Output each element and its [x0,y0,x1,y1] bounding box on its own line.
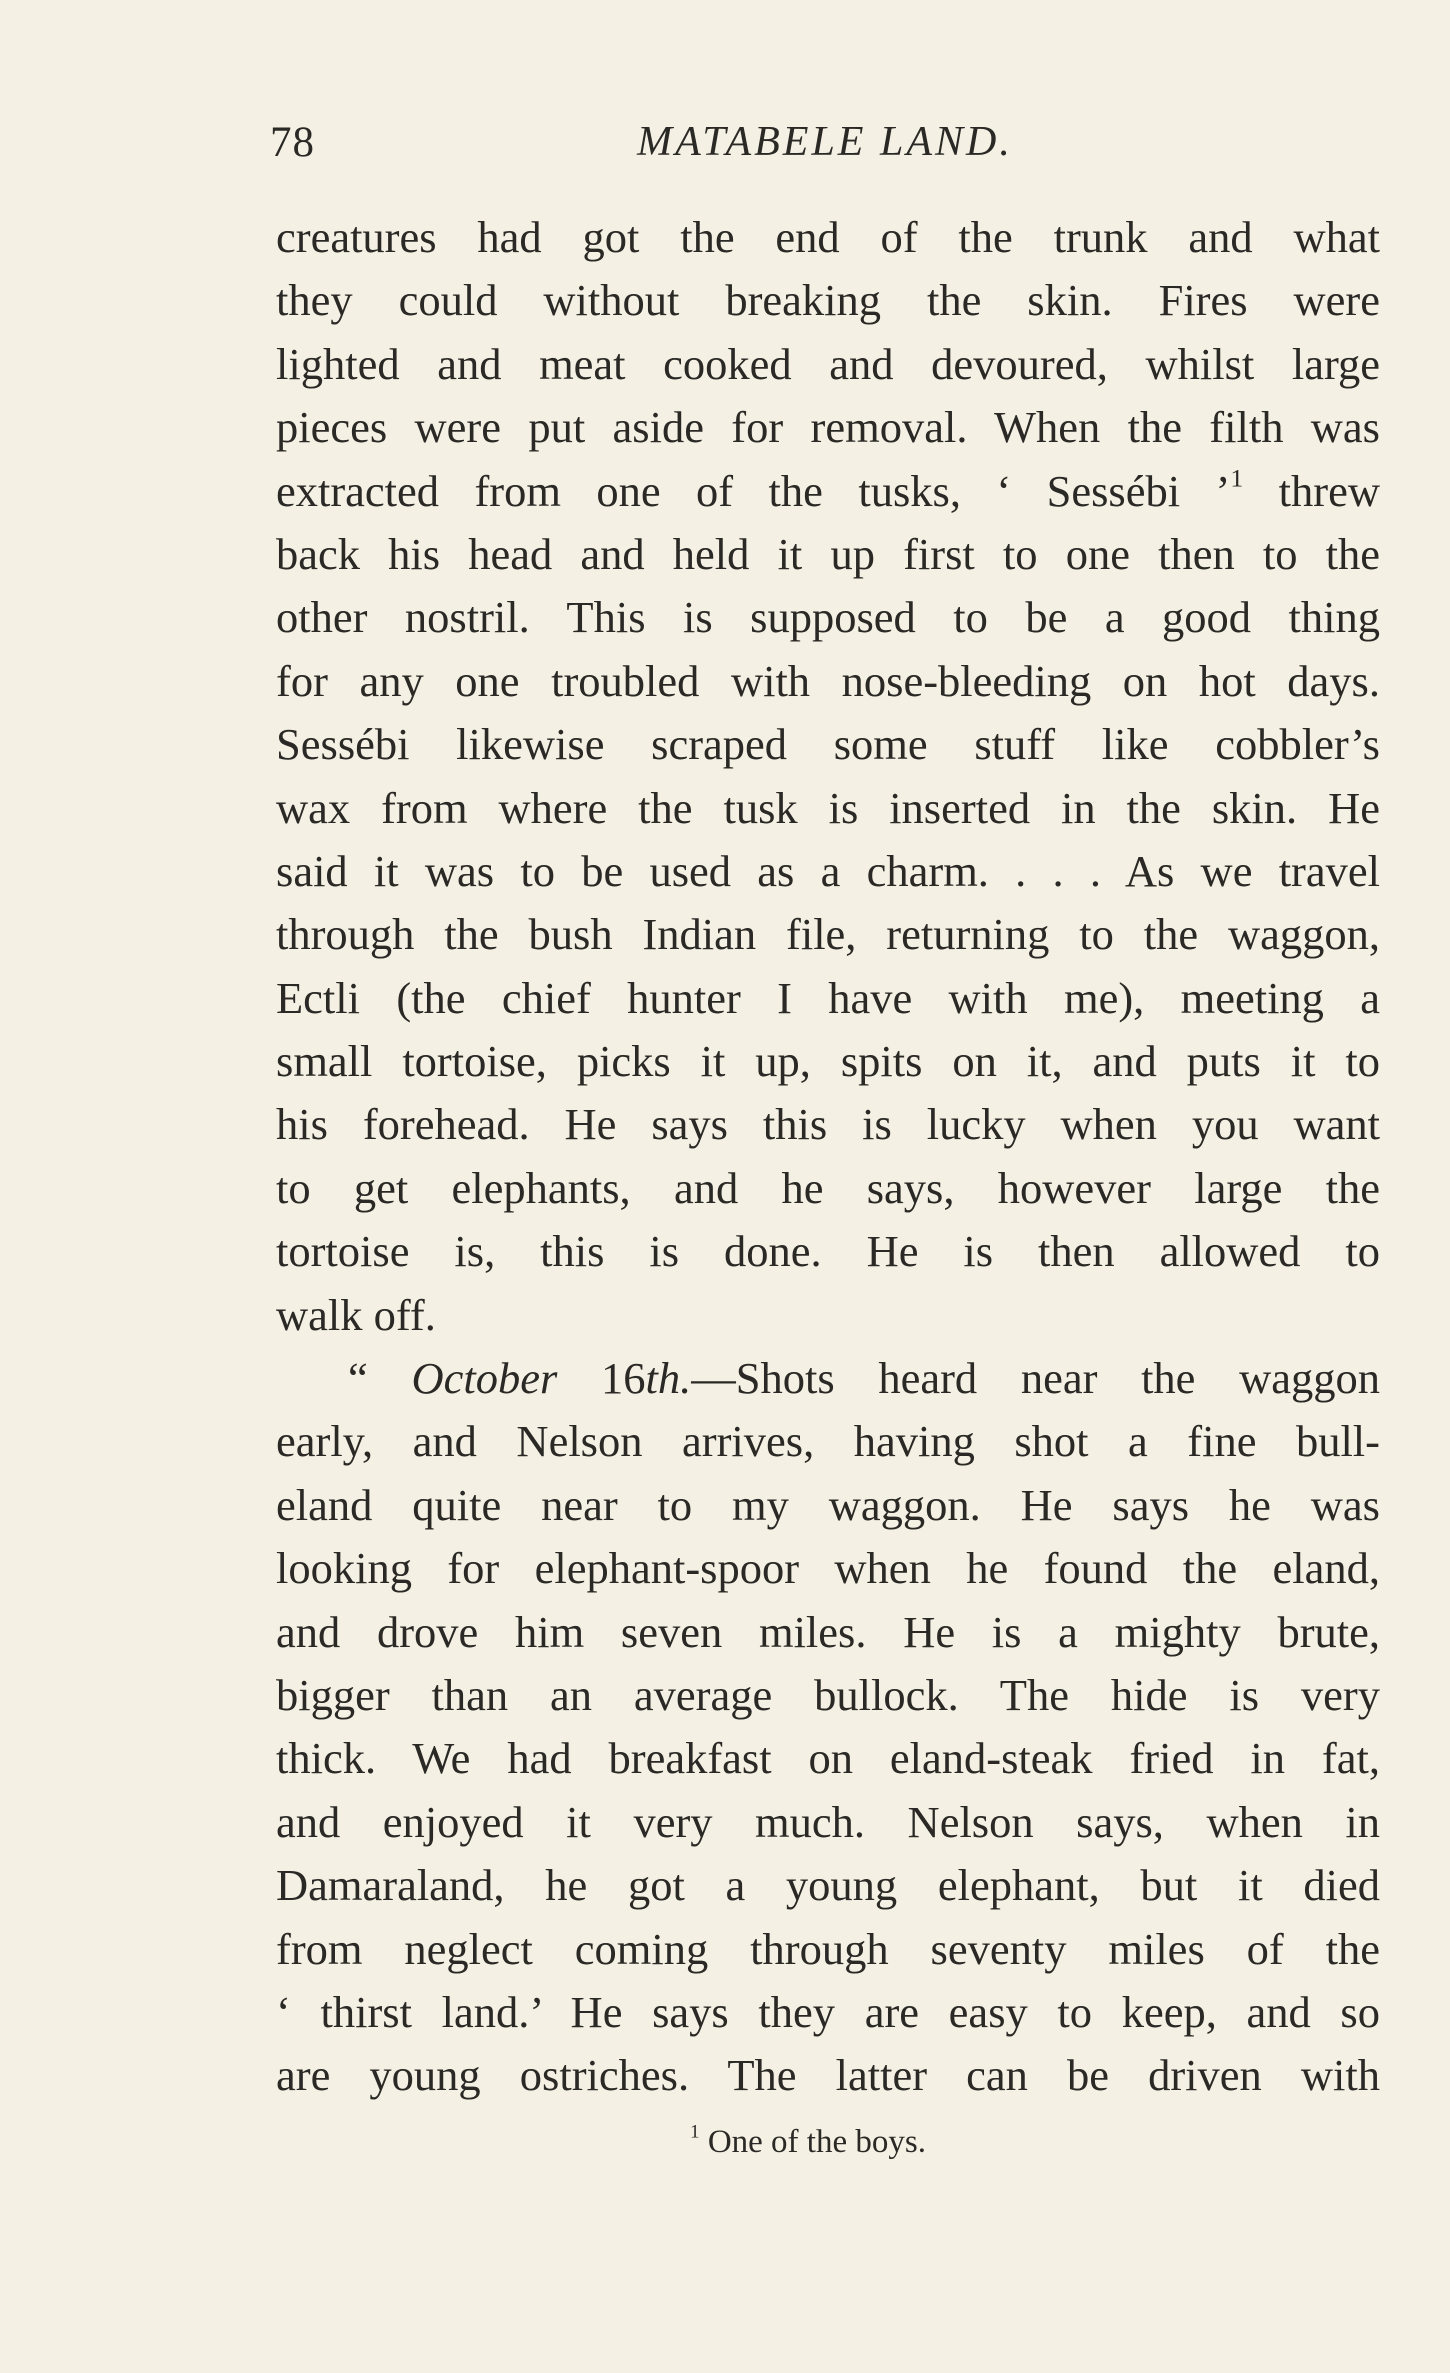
text-segment: “ [348,1353,412,1404]
text-line: pieces were put aside for removal. When the filth was [276,402,1380,453]
footnote [690,2121,926,2161]
text-segment: threw [1243,465,1381,516]
text-line: Damaraland, he got a young elephant, but it died [276,1860,1380,1911]
text-line: Sessébi likewise scraped some stuff like cobbler’s [276,719,1380,770]
text-line: lighted and meat cooked and devoured, whilst large [276,338,1380,389]
date-day: 16 [557,1353,646,1404]
text-line: small tortoise, picks it up, spits on it, and puts it to [276,1036,1380,1087]
text-line: from neglect coming through seventy miles of the [276,1923,1380,1974]
text-line: bigger than an average bullock. The hide is very [276,1669,1380,1720]
text-line: creatures had got the end of the trunk and what [276,212,1380,262]
text-line: eland quite near to my waggon. He says he was [276,1479,1380,1530]
text-line: are young ostriches. The latter can be driven with [276,2050,1380,2101]
text-line: wax from where the tusk is inserted in the skin. He [276,782,1380,833]
text-line [276,1347,1380,1410]
footnote-reference: 1 [1230,463,1244,493]
text-segment: extracted from one of the tusks, ‘ Sessébi ’ [276,465,1231,516]
text-line: other nostril. This is supposed to be a good thing [276,592,1380,643]
text-line: and enjoyed it very much. Nelson says, when in [276,1796,1380,1847]
text-line: walk off. [276,1289,436,1340]
text-line: tortoise is, this is done. He is then allowed to [276,1226,1380,1277]
text-segment: —Shots heard near the waggon [691,1353,1380,1404]
text-line: through the bush Indian file, returning to the waggon, [276,909,1380,960]
date-suffix: th. [645,1353,692,1404]
page-number: 78 [270,119,315,166]
footnote-text: One of the boys. [699,2124,926,2160]
text-line: his forehead. He says this is lucky when you want [276,1099,1380,1150]
footnote-marker: 1 [690,2121,700,2143]
running-title: MATABELE LAND. [637,119,1013,165]
text-line: said it was to be used as a charm. . . . As we travel [276,845,1380,896]
text-line: looking for elephant-spoor when he found the eland, [276,1543,1380,1594]
text-line: thick. We had breakfast on eland-steak fried in fat, [276,1733,1380,1784]
running-head [270,118,1380,178]
text-line: to get elephants, and he says, however large the [276,1162,1380,1213]
text-line: early, and Nelson arrives, having shot a fine bull- [276,1416,1380,1467]
text-line: they could without breaking the skin. Fires were [276,275,1380,326]
date-month: October [411,1353,558,1404]
body-text [276,206,1380,2108]
text-line: and drove him seven miles. He is a mighty brute, [276,1606,1380,1657]
text-line: Ectli (the chief hunter I have with me), meeting a [276,972,1380,1023]
text-line [276,460,1380,523]
text-line: ‘ thirst land.’ He says they are easy to keep, and so [276,1986,1380,2037]
text-line: for any one troubled with nose-bleeding on hot days. [276,655,1380,706]
text-line: back his head and held it up first to one then to the [276,528,1380,579]
